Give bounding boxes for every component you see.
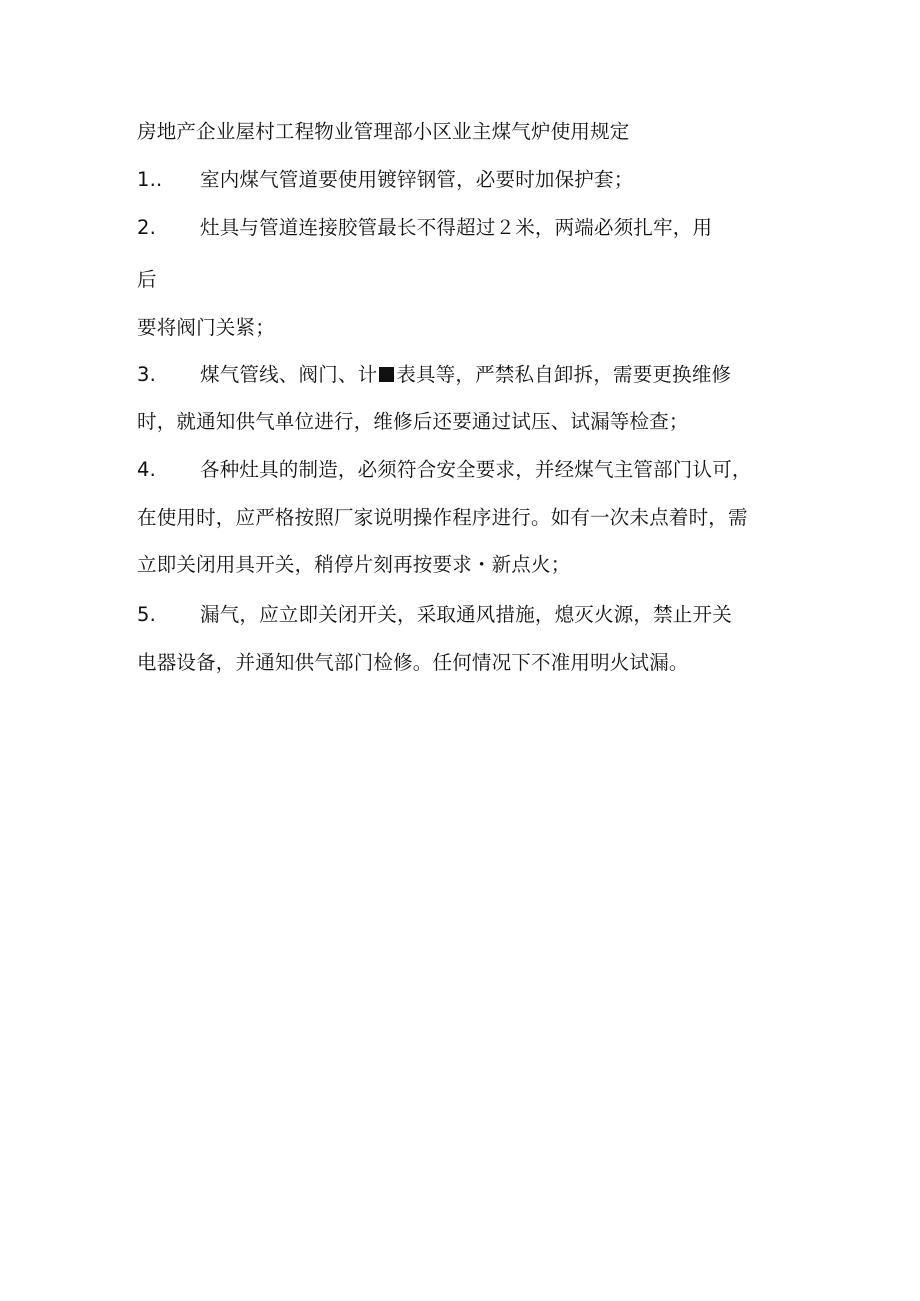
item-number: 2. — [137, 216, 157, 239]
item-continuation: 时，就通知供气单位进行，维修后还要通过试压、试漏等检查； — [137, 410, 689, 433]
item-text: 室内煤气管道要使用镀锌钢管，必要时加保护套； — [200, 168, 634, 191]
item-continuation: 立即关闭用具开关，稍停片刻再按要求・新点火； — [137, 553, 571, 576]
item-text: 灶具与管道连接胶管最长不得超过２米，两端必须扎牢，用 — [200, 216, 713, 239]
list-item-5 — [137, 601, 732, 629]
list-item-4 — [137, 456, 752, 484]
item-text: 各种灶具的制造，必须符合安全要求，并经煤气主管部门认可， — [200, 458, 752, 481]
item-continuation: 电器设备，并通知供气部门检修。任何情况下不准用明火试漏。 — [137, 651, 689, 674]
redacted-square-icon — [379, 367, 394, 382]
list-item-1 — [137, 166, 633, 194]
item-text: 表具等，严禁私自卸拆，需要更换维修 — [396, 363, 732, 386]
list-item-2 — [137, 214, 712, 242]
item-continuation: 要将阀门关紧； — [137, 316, 275, 339]
item-continuation: 后 — [137, 268, 157, 291]
item-number: 1.. — [137, 168, 163, 191]
item-number: 5. — [137, 603, 157, 626]
item-text: 煤气管线、阀门、计 — [200, 363, 378, 386]
item-number: 3. — [137, 363, 157, 386]
document-title: 房地产企业屋村工程物业管理部小区业主煤气炉使用规定 — [137, 120, 630, 143]
item-text: 漏气，应立即关闭开关，采取通风措施，熄灭火源，禁止开关 — [200, 603, 732, 626]
list-item-3 — [137, 361, 731, 389]
item-continuation: 在使用时，应严格按照厂家说明操作程序进行。如有一次未点着时，需 — [137, 506, 748, 529]
item-number: 4. — [137, 458, 157, 481]
